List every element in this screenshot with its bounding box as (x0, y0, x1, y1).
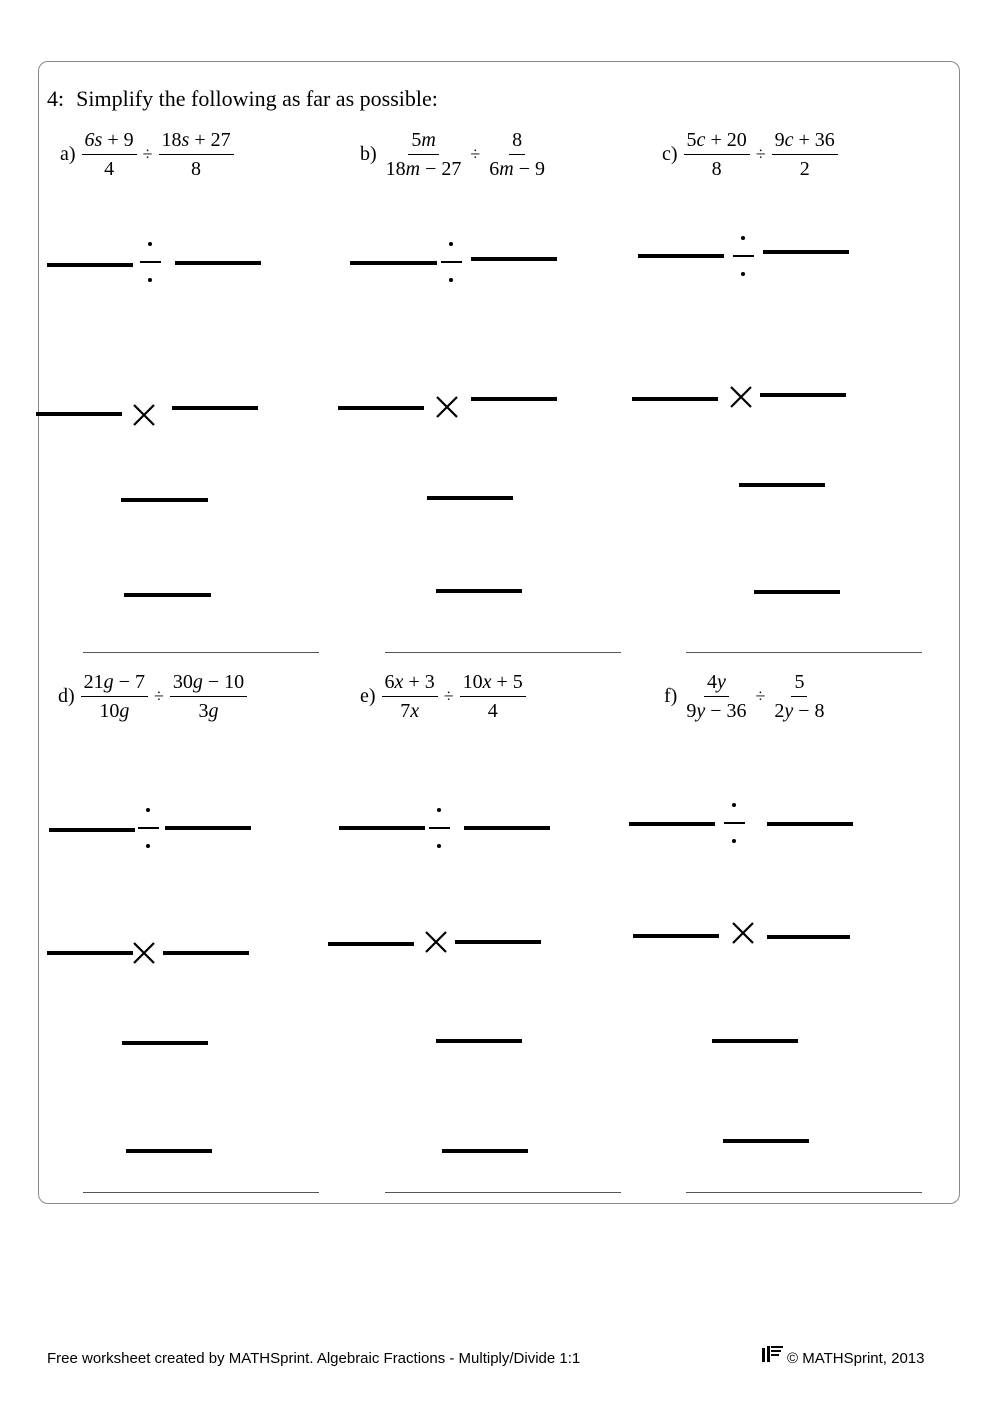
fraction-1 (82, 128, 137, 181)
drawn-line (124, 593, 211, 597)
numerator: 21g − 7 (81, 670, 148, 697)
drawn-line (471, 257, 557, 261)
numerator: 9c + 36 (772, 128, 838, 155)
denominator: 6m − 9 (489, 158, 546, 180)
divide-operator: ÷ (755, 686, 766, 706)
numerator: 6x + 3 (382, 670, 438, 697)
fraction-2 (170, 670, 247, 723)
divide-symbol (138, 804, 160, 852)
multiply-symbol (729, 385, 753, 409)
drawn-line (754, 590, 840, 594)
denominator: 8 (191, 158, 202, 180)
drawn-line (339, 826, 425, 830)
answer-line-e (385, 1192, 621, 1193)
numerator: 8 (509, 128, 525, 155)
problem-label: b) (360, 143, 377, 165)
problem-f (664, 670, 828, 723)
fraction-2 (772, 128, 838, 181)
drawn-line (760, 393, 846, 397)
drawn-line (36, 412, 122, 416)
denominator: 7x (400, 700, 420, 722)
problem-c (662, 128, 838, 181)
drawn-line (739, 483, 825, 487)
problem-label: d) (58, 685, 75, 707)
divide-symbol (733, 232, 755, 280)
fraction-2 (460, 670, 526, 723)
numerator: 30g − 10 (170, 670, 247, 697)
footer-copyright: © MATHSprint, 2013 (787, 1350, 925, 1367)
fraction-2 (486, 128, 548, 181)
answer-line-a (83, 652, 319, 653)
answer-line-b (385, 652, 621, 653)
drawn-line (767, 935, 850, 939)
numerator: 5 (791, 670, 807, 697)
divide-symbol (724, 799, 746, 847)
problem-a (60, 128, 234, 181)
drawn-line (471, 397, 557, 401)
mathsprint-logo-icon (760, 1344, 786, 1364)
problem-d (58, 670, 247, 723)
fraction-1 (382, 670, 438, 723)
drawn-line (328, 942, 414, 946)
question-number: 4: (47, 86, 65, 111)
fraction-1 (683, 670, 749, 723)
problem-b (360, 128, 548, 181)
fraction-1 (383, 128, 465, 181)
denominator: 10g (99, 700, 130, 722)
drawn-line (427, 496, 513, 500)
question-instruction: Simplify the following as far as possible: (76, 86, 438, 111)
drawn-line (436, 1039, 522, 1043)
numerator: 6s + 9 (82, 128, 137, 155)
drawn-line (723, 1139, 809, 1143)
drawn-line (121, 498, 208, 502)
fraction-2 (771, 670, 827, 723)
denominator: 9y − 36 (686, 700, 747, 722)
drawn-line (122, 1041, 208, 1045)
drawn-line (638, 254, 724, 258)
problem-label: c) (662, 143, 678, 165)
question-title (47, 86, 438, 112)
denominator: 4 (487, 700, 498, 722)
drawn-line (172, 406, 258, 410)
answer-line-c (686, 652, 922, 653)
drawn-line (47, 951, 133, 955)
divide-symbol (140, 238, 162, 286)
fraction-2 (159, 128, 234, 181)
drawn-line (126, 1149, 212, 1153)
divide-operator: ÷ (153, 686, 164, 706)
worksheet-frame (38, 61, 960, 1204)
multiply-symbol (731, 921, 755, 945)
drawn-line (350, 261, 437, 265)
multiply-symbol (132, 403, 156, 427)
answer-line-d (83, 1192, 319, 1193)
denominator: 18m − 27 (385, 158, 462, 180)
denominator: 8 (711, 158, 722, 180)
drawn-line (175, 261, 261, 265)
divide-operator: ÷ (470, 144, 481, 164)
drawn-line (47, 263, 133, 267)
divide-operator: ÷ (142, 144, 153, 164)
drawn-line (455, 940, 541, 944)
problem-label: a) (60, 143, 76, 165)
drawn-line (49, 828, 135, 832)
problem-label: f) (664, 685, 678, 707)
fraction-1 (684, 128, 750, 181)
footer-left-text: Free worksheet created by MATHSprint. Algebraic Fractions - Multiply/Divide 1:1 (47, 1350, 581, 1367)
numerator: 5c + 20 (684, 128, 750, 155)
drawn-line (632, 397, 718, 401)
denominator: 2y − 8 (774, 700, 825, 722)
problem-e (360, 670, 526, 723)
drawn-line (629, 822, 715, 826)
drawn-line (338, 406, 424, 410)
denominator: 3g (198, 700, 219, 722)
answer-line-f (686, 1192, 922, 1193)
numerator: 4y (704, 670, 729, 697)
numerator: 18s + 27 (159, 128, 234, 155)
drawn-line (165, 826, 251, 830)
multiply-symbol (435, 395, 459, 419)
drawn-line (712, 1039, 798, 1043)
divide-symbol (441, 238, 463, 286)
drawn-line (767, 822, 853, 826)
drawn-line (763, 250, 849, 254)
drawn-line (436, 589, 522, 593)
drawn-line (163, 951, 249, 955)
multiply-symbol (132, 941, 156, 965)
multiply-symbol (424, 930, 448, 954)
problem-label: e) (360, 685, 376, 707)
divide-operator: ÷ (443, 686, 454, 706)
divide-operator: ÷ (755, 144, 766, 164)
denominator: 4 (104, 158, 115, 180)
drawn-line (633, 934, 719, 938)
drawn-line (464, 826, 550, 830)
drawn-line (442, 1149, 528, 1153)
numerator: 10x + 5 (460, 670, 526, 697)
fraction-1 (81, 670, 148, 723)
denominator: 2 (799, 158, 810, 180)
numerator: 5m (408, 128, 438, 155)
divide-symbol (429, 804, 451, 852)
